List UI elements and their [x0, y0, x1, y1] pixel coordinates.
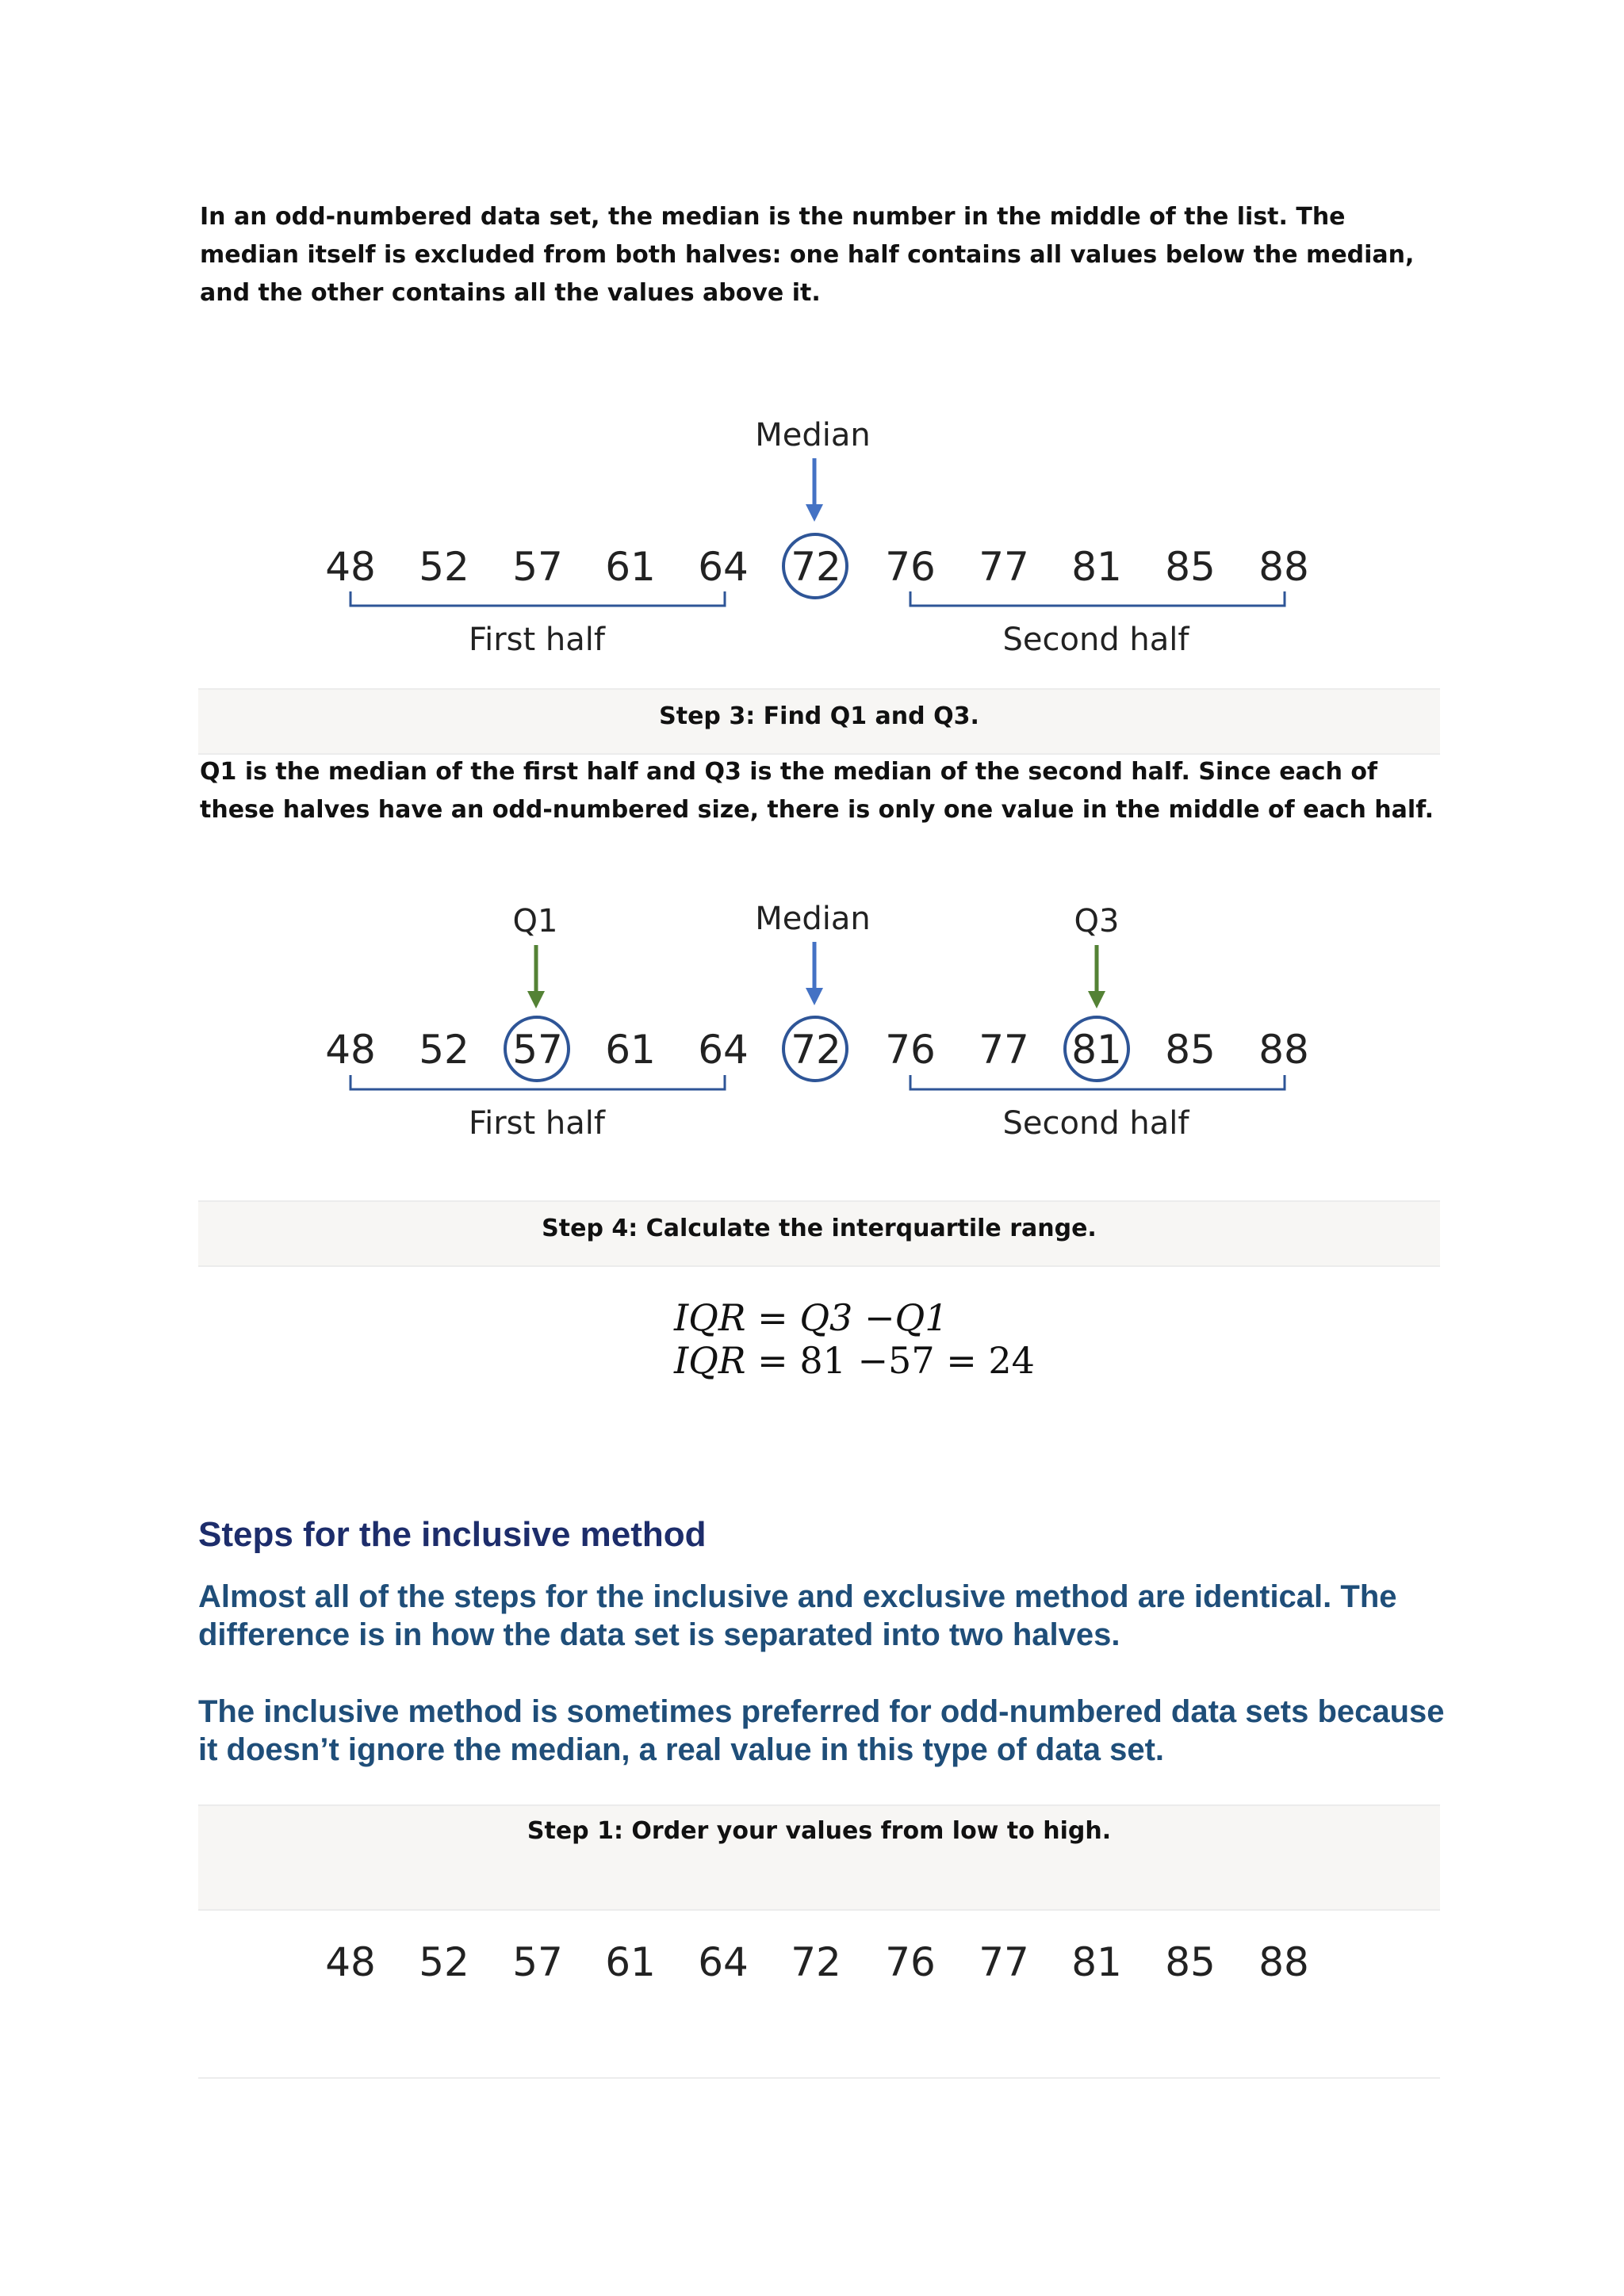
value: 76 — [885, 1027, 936, 1073]
intro-paragraph: In an odd-numbered data set, the median is the number in the middle of the list. The median itself is excluded from both halves: one half contains all values below the median, and the other contains all the values above it. — [200, 203, 1415, 307]
second-half-label: Second half — [1002, 1105, 1189, 1142]
q1-arrow — [527, 945, 545, 1008]
value: 57 — [512, 1939, 563, 1985]
value: 61 — [605, 1939, 656, 1985]
value: 81 — [1071, 1939, 1122, 1985]
bottom-divider — [198, 2077, 1440, 2079]
value: 77 — [979, 1939, 1029, 1985]
value: 52 — [419, 1027, 469, 1073]
value: 76 — [885, 544, 936, 590]
median-label: Median — [755, 417, 871, 453]
value: 85 — [1165, 544, 1216, 590]
step3-paragraph: Q1 is the median of the first half and Q3 is the median of the second half. Since each of these halves have an odd-numbered size, there is only one value in the middle of each half. — [200, 758, 1434, 824]
value: 61 — [605, 1027, 656, 1073]
formula-line-2: IQR = 81 −57 = 24 — [674, 1339, 1035, 1382]
dataset-row-1 — [325, 544, 1309, 590]
value: 88 — [1258, 1027, 1309, 1073]
value: 85 — [1165, 1939, 1216, 1985]
formula-line-1: IQR = Q3 −Q1 — [674, 1296, 948, 1339]
second-half-label: Second half — [1002, 622, 1189, 658]
value: 61 — [605, 544, 656, 590]
first-half-label: First half — [469, 1105, 605, 1142]
value: 81 — [1071, 1027, 1122, 1073]
quartile-diagram — [0, 888, 1624, 1158]
step4-title: Step 4: Calculate the interquartile range. — [198, 1200, 1440, 1267]
ordered-values-row — [0, 1927, 1624, 1998]
dataset-row-2 — [325, 1027, 1309, 1073]
value: 57 — [512, 1027, 563, 1073]
value: 77 — [979, 544, 1029, 590]
value: 52 — [419, 544, 469, 590]
median-split-diagram — [0, 404, 1624, 666]
value: 77 — [979, 1027, 1029, 1073]
step1-title: Step 1: Order your values from low to high. — [198, 1804, 1440, 1911]
value: 72 — [791, 1027, 841, 1073]
value: 81 — [1071, 544, 1122, 590]
second-half-bracket — [910, 1075, 1285, 1089]
value: 88 — [1258, 544, 1309, 590]
value: 52 — [419, 1939, 469, 1985]
value: 76 — [885, 1939, 936, 1985]
step3-title: Step 3: Find Q1 and Q3. — [198, 688, 1440, 755]
second-half-bracket — [910, 591, 1285, 606]
inclusive-heading: Steps for the inclusive method — [198, 1515, 707, 1554]
value: 48 — [325, 1939, 376, 1985]
q1-label: Q1 — [512, 903, 558, 939]
value: 48 — [325, 544, 376, 590]
value: 57 — [512, 544, 563, 590]
first-half-bracket — [350, 1075, 725, 1089]
value: 88 — [1258, 1939, 1309, 1985]
first-half-label: First half — [469, 622, 605, 658]
value: 72 — [791, 1939, 841, 1985]
value: 64 — [698, 1939, 749, 1985]
q3-label: Q3 — [1074, 903, 1120, 939]
median-arrow — [806, 942, 823, 1005]
value: 64 — [698, 1027, 749, 1073]
first-half-bracket — [350, 591, 725, 606]
value: 72 — [791, 544, 841, 590]
q3-arrow — [1088, 945, 1105, 1008]
value: 64 — [698, 544, 749, 590]
inclusive-paragraph-1: Almost all of the steps for the inclusive and exclusive method are identical. The difference is in how the data set is separated into two halves. — [198, 1579, 1397, 1652]
iqr-formula — [674, 1296, 1071, 1382]
value: 48 — [325, 1027, 376, 1073]
inclusive-paragraph-2: The inclusive method is sometimes preferred for odd-numbered data sets because it doesn’t ignore the median, a real value in this type of data set. — [198, 1694, 1445, 1767]
median-label: Median — [755, 901, 871, 937]
median-arrow — [806, 458, 823, 522]
value: 85 — [1165, 1027, 1216, 1073]
